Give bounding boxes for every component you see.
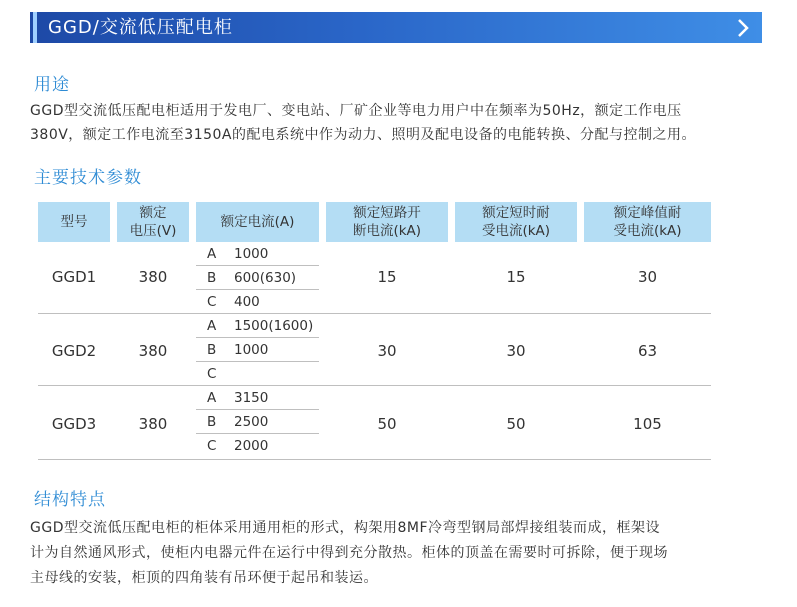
page-title: GGD/交流低压配电柜 xyxy=(48,17,233,38)
grade-label: A xyxy=(207,390,217,406)
row-divider xyxy=(38,459,711,460)
short-time-ggd3: 50 xyxy=(506,415,526,433)
banner-accent-bar xyxy=(33,12,37,43)
grade-label: B xyxy=(207,414,217,430)
model-ggd2: GGD2 xyxy=(51,342,97,360)
model-ggd3: GGD3 xyxy=(51,415,97,433)
grade-label: B xyxy=(207,342,217,358)
next-button[interactable] xyxy=(729,14,756,41)
current-value: 600(630) xyxy=(234,270,297,286)
usage-title: 用途 xyxy=(34,75,70,95)
th-short-time: 额定短时耐 受电流(kA) xyxy=(455,202,577,242)
structure-line-1: GGD型交流低压配电柜的柜体采用通用柜的形式，构架用8MF冷弯型钢局部焊接组装而成，框架设 xyxy=(30,520,661,536)
voltage-ggd3: 380 xyxy=(138,415,168,433)
th-peak: 额定峰值耐 受电流(kA) xyxy=(584,202,711,242)
current-value: 1000 xyxy=(234,246,269,262)
current-value: 2500 xyxy=(234,414,269,430)
table-divider xyxy=(196,409,319,410)
th-model: 型号 xyxy=(38,202,110,242)
breaking-ggd2: 30 xyxy=(377,342,397,360)
grade-label: B xyxy=(207,270,217,286)
grade-label: A xyxy=(207,246,217,262)
voltage-ggd1: 380 xyxy=(138,268,168,286)
usage-line-2: 380V，额定工作电流至3150A的配电系统中作为动力、照明及配电设备的电能转换、分配与控制之用。 xyxy=(30,127,697,143)
current-value: 1000 xyxy=(234,342,269,358)
structure-title: 结构特点 xyxy=(34,490,106,510)
structure-line-3: 主母线的安装，柜顶的四角装有吊环便于起吊和装运。 xyxy=(30,570,378,586)
structure-line-2: 计为自然通风形式，使柜内电器元件在运行中得到充分散热。柜体的顶盖在需要时可拆除，便于现场 xyxy=(30,545,668,561)
current-value: 3150 xyxy=(234,390,269,406)
th-voltage: 额定 电压(V) xyxy=(117,202,189,242)
grade-label: C xyxy=(207,366,217,382)
short-time-ggd1: 15 xyxy=(506,268,526,286)
table-divider xyxy=(196,361,319,362)
current-value: 1500(1600) xyxy=(234,318,314,334)
row-divider xyxy=(38,385,711,386)
peak-ggd3: 105 xyxy=(633,415,662,433)
grade-label: C xyxy=(207,294,217,310)
row-divider xyxy=(38,313,711,314)
table-divider xyxy=(196,337,319,338)
chevron-right-icon xyxy=(736,18,750,38)
table-divider xyxy=(196,433,319,434)
grade-label: C xyxy=(207,438,217,454)
short-time-ggd2: 30 xyxy=(506,342,526,360)
specs-title: 主要技术参数 xyxy=(34,168,142,188)
voltage-ggd2: 380 xyxy=(138,342,168,360)
grade-label: A xyxy=(207,318,217,334)
th-current: 额定电流(A) xyxy=(196,202,319,242)
breaking-ggd1: 15 xyxy=(377,268,397,286)
peak-ggd2: 63 xyxy=(637,342,658,360)
peak-ggd1: 30 xyxy=(637,268,658,286)
current-value: 400 xyxy=(234,294,260,310)
current-value: 2000 xyxy=(234,438,269,454)
model-ggd1: GGD1 xyxy=(51,268,97,286)
table-divider xyxy=(196,289,319,290)
breaking-ggd3: 50 xyxy=(377,415,397,433)
usage-line-1: GGD型交流低压配电柜适用于发电厂、变电站、厂矿企业等电力用户中在频率为50Hz，额定工作电压 xyxy=(30,103,682,119)
th-breaking: 额定短路开 断电流(kA) xyxy=(326,202,448,242)
table-divider xyxy=(196,265,319,266)
